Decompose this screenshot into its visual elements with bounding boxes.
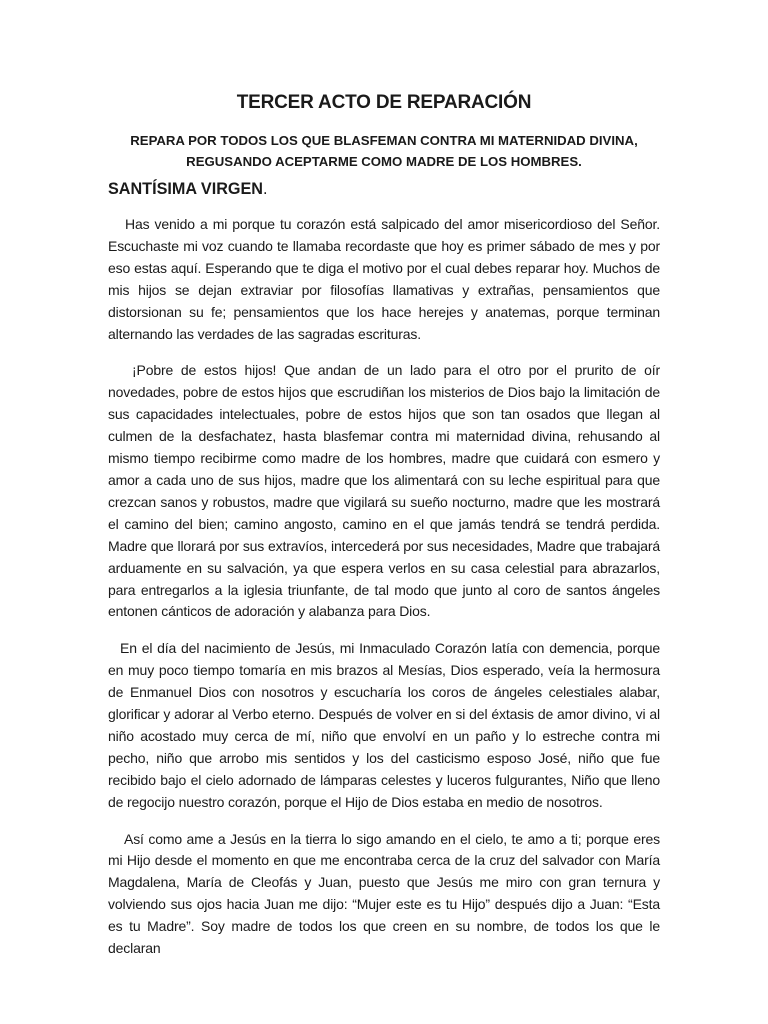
document-title: TERCER ACTO DE REPARACIÓN (236, 92, 532, 113)
subtitle-line-2: REGUSANDO ACEPTARME COMO MADRE DE LOS HOMBRES. (186, 154, 582, 169)
document-body (108, 214, 660, 975)
body-paragraph-4: Así como ame a Jesús en la tierra lo sigo amando en el cielo, te amo a ti; porque eres mi Hijo desde el momento en que me encontraba cerca de la cruz del salvador con María Magdalena, María de Cleofás y Juan, puesto que Jesús me miro con gran ternura y volviendo sus ojos hacia Juan me dijo: “Mujer este es tu Hijo” después dijo a Juan: “Esta es tu Madre”. Soy madre de todos los que creen en su nombre, de todos los que le declaran (108, 830, 660, 957)
salutation-heading (108, 180, 268, 199)
subtitle-line-1: REPARA POR TODOS LOS QUE BLASFEMAN CONTRA MI MATERNIDAD DIVINA, (130, 133, 638, 148)
document-subtitle (108, 130, 660, 172)
body-paragraph-3: En el día del nacimiento de Jesús, mi Inmaculado Corazón latía con demencia, porque en muy poco tiempo tomaría en mis brazos al Mesías, Dios esperado, veía la hermosura de Enmanuel Dios con nosotros y escucharía los coros de ángeles celestiales alabar, glorificar y adorar al Verbo eterno. Después de volver en si del éxtasis de amor divino, vi al niño acostado muy cerca de mí, niño que envolví en un paño y lo estreche contra mi pecho, niño que arrobo mis sentidos y los del casticismo esposo José, niño que fue recibido bajo el cielo adornado de lámparas celestes y luceros fulgurantes, Niño que lleno de regocijo nuestro corazón, porque el Hijo de Dios estaba en medio de nosotros. (108, 640, 660, 810)
salutation-period: . (263, 180, 268, 198)
body-paragraph-1: Has venido a mi porque tu corazón está salpicado del amor misericordioso del Señor. Escuchaste mi voz cuando te llamaba recordaste que hoy es primer sábado de mes y por eso estas aquí. Esperando que te diga el motivo por el cual debes reparar hoy. Muchos de mis hijos se dejan extraviar por filosofías llamativas y extrañas, pensamientos que distorsionan su fe; pensamientos que los hace herejes y anatemas, porque terminan alternando las verdades de las sagradas escrituras. (108, 216, 660, 342)
body-paragraph-2: ¡Pobre de estos hijos! Que andan de un lado para el otro por el prurito de oír novedades, pobre de estos hijos que escrudiñan los misterios de Dios bajo la limitación de sus capacidades intelectuales, pobre de estos hijos que son tan osados que llegan al culmen de la desfachatez, hasta blasfemar contra mi maternidad divina, rehusando al mismo tiempo recibirme como madre de los hombres, madre que cuidará con esmero y amor a cada uno de sus hijos, madre que los alimentará con su leche espiritual para que crezcan sanos y robustos, madre que vigilará su sueño nocturno, madre que les mostrará el camino del bien; camino angosto, camino en el que jamás tendrá se tendrá perdida. Madre que llorará por sus extravíos, intercederá por sus necesidades, Madre que trabajará arduamente en su salvación, ya que espera verlos en su casa celestial para abrazarlos, para entregarlos a la iglesia triunfante, de tal modo que junto al coro de santos ángeles entonen cánticos de adoración y alabanza para Dios. (108, 362, 660, 620)
salutation-text: SANTÍSIMA VIRGEN (108, 180, 263, 198)
